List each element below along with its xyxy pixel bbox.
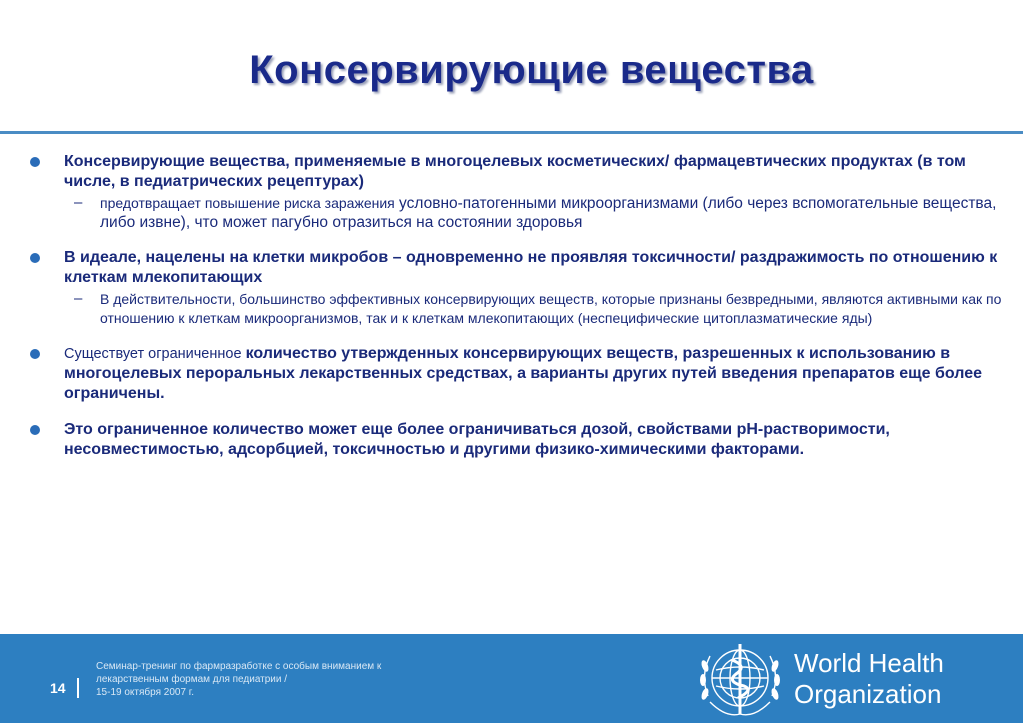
bullet-text: Это ограниченное количество может еще более ограничиваться дозой, свойствами pH-растворимости, несовместимостью, адсорбцией, токсичностью и другими физико-химическими факторами.: [64, 421, 890, 458]
page-number: 14: [50, 680, 66, 696]
bullet-text: Консервирующие вещества, применяемые в многоцелевых косметических/ фармацевтических продуктах (в том числе, в педиатрических рецептурах): [64, 153, 966, 190]
bullet-dot-icon: [30, 157, 40, 167]
org-name-line: Organization: [794, 679, 942, 709]
footnote-line: Семинар-тренинг по фармразработке с особым вниманием к: [96, 661, 382, 672]
footnote-line: лекарственным формам для педиатрии /: [96, 674, 288, 685]
org-name-line: World Health: [794, 648, 944, 678]
bullet-item: [28, 152, 1003, 232]
title-divider: [0, 131, 1023, 134]
dash-icon: –: [74, 194, 83, 211]
footer-bar: [0, 634, 1023, 723]
page-separator: [77, 678, 79, 698]
bullet-lead: Существует ограниченное: [64, 346, 246, 362]
sub-bullet-item: [64, 290, 1003, 328]
dash-icon: –: [74, 290, 83, 307]
bullet-rest: количество утвержденных консервирующих веществ, разрешенных к использованию в многоцелевых пероральных лекарственных средствах, а варианты других путей введения препаратов еще более ограничены.: [64, 345, 982, 402]
seminar-footnote: [96, 660, 476, 699]
sub-bullet-text: [100, 194, 1003, 232]
sub-bullet-rest: условно-патогенными микроорганизмами (либо через вспомогательные вещества, либо извне), что может пагубно отразиться на состоянии здоровья: [100, 195, 997, 231]
slide-content: [28, 152, 1003, 476]
sub-bullet-text: В действительности, большинство эффективных консервирующих веществ, которые признаны безвредными, являются активными как по отношению к клеткам микроорганизмов, так и к клеткам млекопитающих (неспецифические цитоплазматические яды): [100, 291, 1002, 326]
slide-title: Консервирующие вещества: [249, 48, 814, 92]
sub-bullet-lead: предотвращает повышение риска заражения: [100, 195, 395, 211]
organization-name: [794, 648, 944, 710]
bullet-dot-icon: [30, 425, 40, 435]
bullet-text: В идеале, нацелены на клетки микробов – одновременно не проявляя токсичности/ раздражимость по отношению к клеткам млекопитающих: [64, 249, 998, 286]
sub-bullet-item: [64, 194, 1003, 232]
footnote-line: 15-19 октября 2007 г.: [96, 687, 194, 698]
bullet-dot-icon: [30, 349, 40, 359]
bullet-text: [64, 344, 1003, 404]
bullet-dot-icon: [30, 253, 40, 263]
who-emblem-icon: [696, 636, 784, 722]
bullet-item: [28, 344, 1003, 404]
bullet-item: [28, 420, 1003, 460]
who-logo: [692, 634, 1022, 723]
bullet-item: [28, 248, 1003, 328]
